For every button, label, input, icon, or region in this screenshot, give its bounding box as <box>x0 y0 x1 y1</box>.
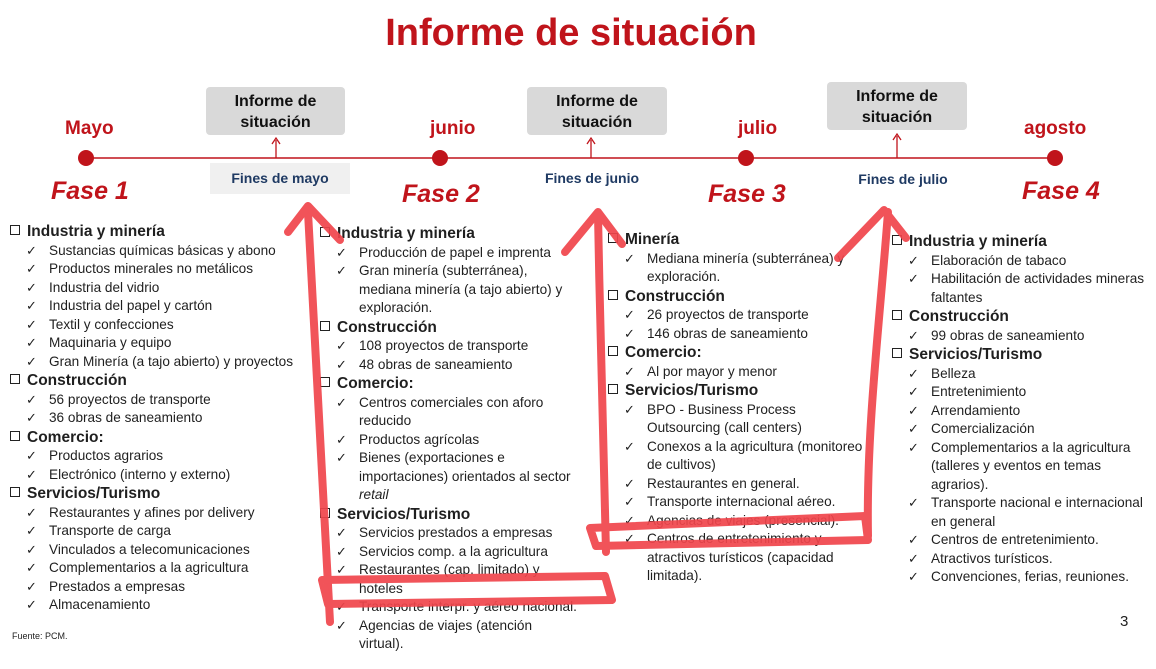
checkmark-icon: ✓ <box>908 439 919 455</box>
list-item <box>26 466 313 485</box>
phase-3: Fase 3 <box>708 180 786 208</box>
item-text: Complementarios a la agricultura (talleres y eventos en temas agrarios). <box>931 439 1131 492</box>
checkbox-bullet-icon <box>892 235 902 245</box>
list-item <box>26 522 313 541</box>
item-text: Maquinaria y equipo <box>49 335 172 350</box>
list-item <box>26 316 313 335</box>
checkmark-icon: ✓ <box>26 316 37 332</box>
item-text: Gran minería (subterránea), mediana minería (a tajo abierto) y exploración. <box>359 263 563 315</box>
list-item <box>26 242 313 261</box>
item-text: 108 proyectos de transporte <box>359 338 529 353</box>
item-text: Elaboración de tabaco <box>931 252 1067 268</box>
list-item <box>624 306 868 325</box>
item-text: Transporte de carga <box>49 523 171 538</box>
checkmark-icon: ✓ <box>26 448 37 463</box>
section-heading <box>318 375 580 394</box>
checkmark-icon: ✓ <box>26 504 37 520</box>
phase-2-column <box>318 224 580 654</box>
checkmark-icon: ✓ <box>26 261 37 276</box>
checkmark-icon: ✓ <box>336 543 347 559</box>
item-text: Habilitación de actividades mineras faltantes <box>931 271 1145 305</box>
checkmark-icon: ✓ <box>908 495 919 510</box>
section-heading <box>606 288 868 307</box>
fines-julio: Fines de julio <box>858 171 948 187</box>
list-item <box>908 252 1154 271</box>
item-text: Restaurantes (cap. limitado) y hoteles <box>359 562 540 596</box>
fines-mayo: Fines de mayo <box>210 163 350 194</box>
list-item <box>908 402 1154 421</box>
item-text: Productos minerales no metálicos <box>49 261 253 276</box>
item-text: Transporte nacional e internacional en general <box>931 495 1143 529</box>
item-text: Servicios comp. a la agricultura <box>359 543 548 559</box>
checkmark-icon: ✓ <box>336 338 347 353</box>
item-text: Belleza <box>931 365 976 381</box>
checkmark-icon: ✓ <box>624 438 635 454</box>
list-item <box>624 493 868 512</box>
list-item <box>908 270 1154 307</box>
item-text: Productos agrícolas <box>359 431 480 447</box>
item-text: Productos agrarios <box>49 448 164 463</box>
item-text: Sustancias químicas básicas y abono <box>49 242 276 258</box>
item-text: 26 proyectos de transporte <box>647 307 809 322</box>
item-text-italic: retail <box>359 487 389 502</box>
section-title: Servicios/Turismo <box>337 505 471 523</box>
checkmark-icon: ✓ <box>26 523 37 538</box>
item-text: Complementarios a la agricultura <box>49 560 249 575</box>
list-item <box>624 512 868 531</box>
report-box-1: Informe de situación <box>206 87 345 135</box>
checkbox-bullet-icon <box>320 377 330 387</box>
list-item <box>908 383 1154 402</box>
phase-2: Fase 2 <box>402 180 480 208</box>
checkmark-icon: ✓ <box>26 560 37 575</box>
checkmark-icon: ✓ <box>908 550 919 566</box>
list-item <box>908 550 1154 569</box>
section-title: Construcción <box>337 318 437 336</box>
list-item <box>336 449 580 505</box>
checkmark-icon: ✓ <box>624 475 635 491</box>
item-text: Arrendamiento <box>931 402 1021 418</box>
list-item <box>336 561 580 598</box>
list-item <box>908 494 1154 531</box>
checkmark-icon: ✓ <box>26 279 37 295</box>
checkmark-icon: ✓ <box>908 421 919 436</box>
item-text: Conexos a la agricultura (monitoreo de cultivos) <box>647 438 863 472</box>
checkmark-icon: ✓ <box>336 356 347 372</box>
checkbox-bullet-icon <box>10 431 20 441</box>
page-title: Informe de situación <box>385 12 757 54</box>
list-item <box>624 250 868 287</box>
checkmark-icon: ✓ <box>624 512 635 528</box>
checkmark-icon: ✓ <box>908 569 919 584</box>
item-text: Restaurantes y afines por delivery <box>49 504 255 520</box>
checkmark-icon: ✓ <box>26 298 37 313</box>
checkmark-icon: ✓ <box>26 578 37 594</box>
list-item <box>908 531 1154 550</box>
report-box-2: Informe de situación <box>527 87 667 135</box>
checkmark-icon: ✓ <box>336 599 347 614</box>
checkbox-bullet-icon <box>608 233 618 243</box>
checkmark-icon: ✓ <box>26 541 37 557</box>
section-heading <box>318 225 580 244</box>
item-text: Convenciones, ferias, reuniones. <box>931 569 1129 584</box>
list-item <box>624 530 868 586</box>
item-text: Industria del papel y cartón <box>49 298 213 313</box>
checkmark-icon: ✓ <box>26 242 37 258</box>
section-heading <box>8 223 313 242</box>
checkmark-icon: ✓ <box>336 431 347 447</box>
list-item <box>624 438 868 475</box>
phase-4: Fase 4 <box>1022 177 1100 205</box>
checkmark-icon: ✓ <box>336 394 347 410</box>
list-item <box>336 524 580 543</box>
list-item <box>908 420 1154 439</box>
checkbox-bullet-icon <box>320 227 330 237</box>
item-text: Prestados a empresas <box>49 578 186 594</box>
checkbox-bullet-icon <box>10 374 20 384</box>
item-text: BPO - Business Process Outsourcing (call centers) <box>647 401 802 435</box>
checkbox-bullet-icon <box>608 346 618 356</box>
section-heading <box>890 233 1154 252</box>
checkmark-icon: ✓ <box>26 391 37 407</box>
section-title: Minería <box>625 231 680 248</box>
checkmark-icon: ✓ <box>336 450 347 465</box>
checkbox-bullet-icon <box>608 290 618 300</box>
list-item <box>624 325 868 344</box>
section-heading <box>318 506 580 525</box>
item-text: Al por mayor y menor <box>647 363 777 379</box>
item-text: Agencias de viajes (presencial). <box>647 512 839 528</box>
checkmark-icon: ✓ <box>908 327 919 343</box>
phase-1: Fase 1 <box>51 177 129 205</box>
phase-4-column <box>890 232 1154 587</box>
checkbox-bullet-icon <box>892 310 902 320</box>
item-text: Electrónico (interno y externo) <box>49 466 231 482</box>
checkbox-bullet-icon <box>608 384 618 394</box>
section-title: Industria y minería <box>27 223 165 240</box>
month-mayo: Mayo <box>65 118 114 139</box>
timeline-dot-junio <box>432 150 448 166</box>
checkmark-icon: ✓ <box>624 363 635 379</box>
section-heading <box>606 231 868 250</box>
item-text: Transporte interpr. y aéreo nacional. <box>359 599 577 614</box>
phase-3-column <box>606 230 868 586</box>
list-item <box>336 244 580 263</box>
list-item <box>26 279 313 298</box>
month-julio: julio <box>738 118 778 139</box>
section-title: Industria y minería <box>337 225 475 242</box>
section-heading <box>606 344 868 363</box>
checkmark-icon: ✓ <box>624 250 635 266</box>
checkmark-icon: ✓ <box>26 335 37 350</box>
checkmark-icon: ✓ <box>26 353 37 369</box>
checkbox-bullet-icon <box>892 348 902 358</box>
list-item <box>908 365 1154 384</box>
list-item <box>26 578 313 597</box>
item-text: Restaurantes en general. <box>647 475 800 491</box>
list-item <box>336 617 580 654</box>
list-item <box>26 297 313 316</box>
item-text: Transporte internacional aéreo. <box>647 494 836 509</box>
timeline-dot-mayo <box>78 150 94 166</box>
checkbox-bullet-icon <box>320 508 330 518</box>
item-text: Producción de papel e imprenta <box>359 244 551 260</box>
page-number: 3 <box>1120 613 1129 630</box>
list-item <box>336 262 580 318</box>
section-title: Servicios/Turismo <box>27 485 161 502</box>
checkmark-icon: ✓ <box>26 597 37 612</box>
item-text: Centros de entretenimiento y atractivos turísticos (capacidad limitada). <box>647 531 834 583</box>
item-text: Centros de entretenimiento. <box>931 532 1099 547</box>
item-text: Servicios prestados a empresas <box>359 525 553 540</box>
section-heading <box>890 308 1154 327</box>
section-title: Industria y minería <box>909 233 1047 250</box>
checkmark-icon: ✓ <box>336 525 347 540</box>
fines-junio: Fines de junio <box>544 170 640 186</box>
list-item <box>26 541 313 560</box>
checkmark-icon: ✓ <box>26 410 37 425</box>
list-item <box>624 363 868 382</box>
section-heading <box>890 346 1154 365</box>
section-heading <box>318 319 580 338</box>
checkbox-bullet-icon <box>10 225 20 235</box>
item-text: Comercialización <box>931 421 1035 436</box>
item-text: Textil y confecciones <box>49 316 174 332</box>
section-heading <box>8 485 313 504</box>
month-junio: junio <box>430 118 476 139</box>
list-item <box>26 391 313 410</box>
list-item <box>908 327 1154 346</box>
item-text: Agencias de viajes (atención virtual). <box>359 617 533 651</box>
item-text: 48 obras de saneamiento <box>359 356 513 372</box>
section-heading <box>8 372 313 391</box>
checkmark-icon: ✓ <box>336 617 347 633</box>
list-item <box>336 598 580 617</box>
item-text: Industria del vidrio <box>49 279 160 295</box>
list-item <box>624 401 868 438</box>
section-title: Construcción <box>909 308 1009 325</box>
checkmark-icon: ✓ <box>624 531 635 546</box>
checkbox-bullet-icon <box>10 487 20 497</box>
list-item <box>26 559 313 578</box>
checkmark-icon: ✓ <box>624 494 635 509</box>
list-item <box>908 568 1154 587</box>
item-text: Mediana minería (subterránea) y exploración. <box>647 250 845 284</box>
phase-1-column <box>8 222 313 615</box>
item-text: Almacenamiento <box>49 597 151 612</box>
section-heading <box>8 429 313 448</box>
item-text: 99 obras de saneamiento <box>931 327 1085 343</box>
item-text: Gran Minería (a tajo abierto) y proyectos <box>49 353 294 369</box>
list-item <box>26 334 313 353</box>
source-note: Fuente: PCM. <box>12 631 68 641</box>
checkmark-icon: ✓ <box>336 562 347 577</box>
list-item <box>336 356 580 375</box>
report-box-3: Informe de situación <box>827 82 967 130</box>
section-heading <box>606 382 868 401</box>
checkmark-icon: ✓ <box>336 244 347 260</box>
checkmark-icon: ✓ <box>624 307 635 322</box>
list-item <box>26 260 313 279</box>
item-text: Entretenimiento <box>931 384 1027 399</box>
list-item <box>26 353 313 372</box>
list-item <box>624 475 868 494</box>
timeline-dot-julio <box>738 150 754 166</box>
checkmark-icon: ✓ <box>624 325 635 341</box>
checkmark-icon: ✓ <box>908 532 919 547</box>
item-text: 36 obras de saneamiento <box>49 410 203 425</box>
checkmark-icon: ✓ <box>908 384 919 399</box>
list-item <box>336 337 580 356</box>
list-item <box>336 431 580 450</box>
checkmark-icon: ✓ <box>908 271 919 286</box>
item-text: Vinculados a telecomunicaciones <box>49 541 250 557</box>
list-item <box>26 447 313 466</box>
list-item <box>908 439 1154 495</box>
checkbox-bullet-icon <box>320 321 330 331</box>
section-title: Comercio: <box>625 344 702 361</box>
item-text: Atractivos turísticos. <box>931 550 1053 566</box>
checkmark-icon: ✓ <box>26 466 37 482</box>
list-item <box>336 394 580 431</box>
section-title: Servicios/Turismo <box>909 346 1043 363</box>
month-agosto: agosto <box>1024 118 1087 139</box>
section-title: Comercio: <box>27 428 104 446</box>
section-title: Servicios/Turismo <box>625 382 759 399</box>
list-item <box>26 504 313 523</box>
checkmark-icon: ✓ <box>336 263 347 278</box>
section-title: Construcción <box>27 372 127 389</box>
checkmark-icon: ✓ <box>908 365 919 381</box>
section-title: Comercio: <box>337 375 414 392</box>
checkmark-icon: ✓ <box>908 402 919 418</box>
list-item <box>26 596 313 615</box>
list-item <box>336 543 580 562</box>
checkmark-icon: ✓ <box>908 252 919 268</box>
item-text: 146 obras de saneamiento <box>647 325 808 341</box>
item-text: 56 proyectos de transporte <box>49 391 211 407</box>
item-text: Centros comerciales con aforo reducido <box>359 394 544 428</box>
item-text: Bienes (exportaciones e importaciones) orientados al sector <box>359 450 571 484</box>
timeline-dot-agosto <box>1047 150 1063 166</box>
list-item <box>26 409 313 428</box>
section-title: Construcción <box>625 287 725 305</box>
checkmark-icon: ✓ <box>624 401 635 417</box>
